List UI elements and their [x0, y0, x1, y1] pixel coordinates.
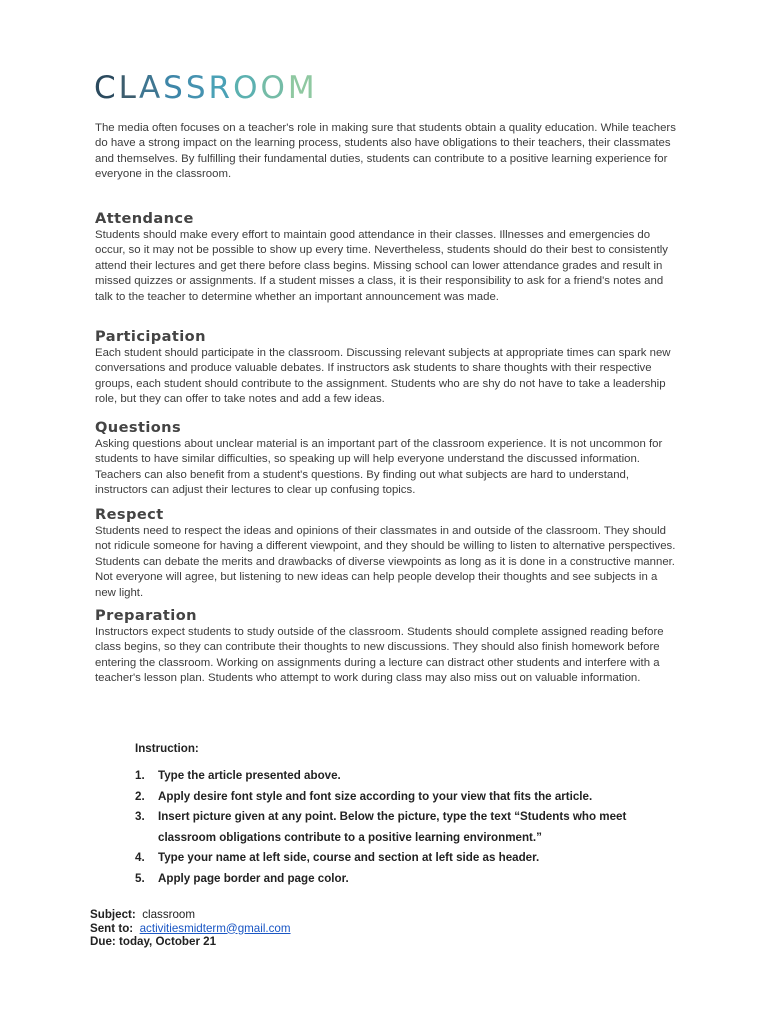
instruction-text: Type the article presented above.: [158, 769, 341, 782]
heading-questions: Questions: [95, 419, 182, 436]
paragraph-preparation: Instructors expect students to study outside of the classroom. Students should complete assigned reading before class begins, so they can contribute their thoughts to new discussions. They should also finish homework before entering the classroom. Working on assignments during a lecture can distract other students and interfere with a teacher's lesson plan. Students who attempt to work during class may also miss out on valuable information.: [95, 626, 664, 685]
heading-respect: Respect: [95, 506, 164, 523]
instruction-block: [135, 742, 675, 889]
instruction-item: [135, 869, 675, 890]
sent-to-label: Sent to:: [90, 921, 134, 935]
title-letter: C: [94, 70, 119, 106]
instruction-item: [135, 848, 675, 869]
heading-attendance: Attendance: [95, 210, 194, 227]
email-link[interactable]: activitiesmidterm@gmail.com: [139, 921, 291, 935]
submission-details: [90, 908, 291, 949]
title-letter: O: [233, 70, 261, 106]
subject-label: Subject:: [90, 908, 136, 921]
due-line: [90, 935, 291, 949]
paragraph-participation: Each student should participate in the classroom. Discussing relevant subjects at appropriate times can spark new conversations and produce valuable debates. If instructors ask students to share thoughts with their respective groups, each student should contribute to the assignment. Students who are shy do not have to take a leadership role, but they can offer to take notes and add a few ideas.: [95, 347, 671, 406]
title-letter: L: [118, 70, 139, 106]
instruction-title: Instruction:: [135, 742, 199, 755]
instruction-text: Apply desire font style and font size according to your view that fits the article.: [158, 789, 593, 803]
instruction-number: 5.: [135, 871, 145, 885]
title-letter: S: [163, 70, 186, 106]
intro-paragraph: The media often focuses on a teacher's role in making sure that students obtain a quality education. While teachers do have a strong impact on the learning process, students also have obligations to their teachers, their classmates and themselves. By fulfilling their fundamental duties, students can contribute to a positive learning experience for everyone in the classroom.: [95, 122, 676, 181]
title-letter: M: [287, 70, 318, 106]
subject-value: classroom: [142, 908, 196, 921]
title-letter: A: [138, 70, 164, 106]
paragraph-respect: Students need to respect the ideas and opinions of their classmates in and outside of the classroom. They should not ridicule someone for having a different viewpoint, and they should be willing to listen to alternative perspectives. Students can debate the merits and drawbacks of diverse viewpoints as long as it is done in a constructive manner. Not everyone will agree, but listening to new ideas can help people develop their thoughts and see subjects in a new light.: [95, 525, 676, 599]
paragraph-questions: Asking questions about unclear material is an important part of the classroom experience. It is not uncommon for students to have similar difficulties, so speaking up will help everyone understand the discussed information. Teachers can also benefit from a student's questions. By finding out what subjects are hard to understand, instructors can adjust their lectures to clear up confusing topics.: [95, 438, 663, 497]
instruction-item: [135, 787, 675, 808]
instruction-number: 3.: [135, 810, 145, 823]
title-letter: R: [208, 70, 234, 106]
instruction-number: 1.: [135, 769, 145, 782]
due-label: Due:: [90, 935, 116, 948]
instruction-text: Apply page border and page color.: [158, 871, 349, 885]
heading-preparation: Preparation: [95, 607, 197, 624]
due-value: today, October 21: [119, 935, 217, 948]
title-letter: O: [260, 70, 288, 106]
title-letter: S: [185, 70, 209, 106]
instruction-item: [135, 807, 675, 848]
instruction-text: Insert picture given at any point. Below the picture, type the text “Students who meet classroom obligations contribute to a positive learning environment.”: [158, 810, 627, 844]
document-title: [94, 70, 318, 106]
subject-line: [90, 908, 291, 922]
instruction-number: 2.: [135, 789, 145, 803]
instruction-item: [135, 766, 675, 787]
instruction-number: 4.: [135, 851, 145, 864]
sent-to-line: [90, 922, 291, 936]
instruction-text: Type your name at left side, course and section at left side as header.: [158, 851, 540, 864]
instruction-list: [135, 766, 675, 889]
paragraph-attendance: Students should make every effort to maintain good attendance in their classes. Illnesses and emergencies do occur, so it may not be possible to show up every time. Nevertheless, students should do their best to consistently attend their lectures and get there before class begins. Missing school can lower attendance grades and result in missed quizzes or assignments. If a student misses a class, it is their responsibility to ask for a friend's notes and talk to the teacher to determine whether an important announcement was made.: [95, 229, 668, 303]
heading-participation: Participation: [95, 328, 206, 345]
